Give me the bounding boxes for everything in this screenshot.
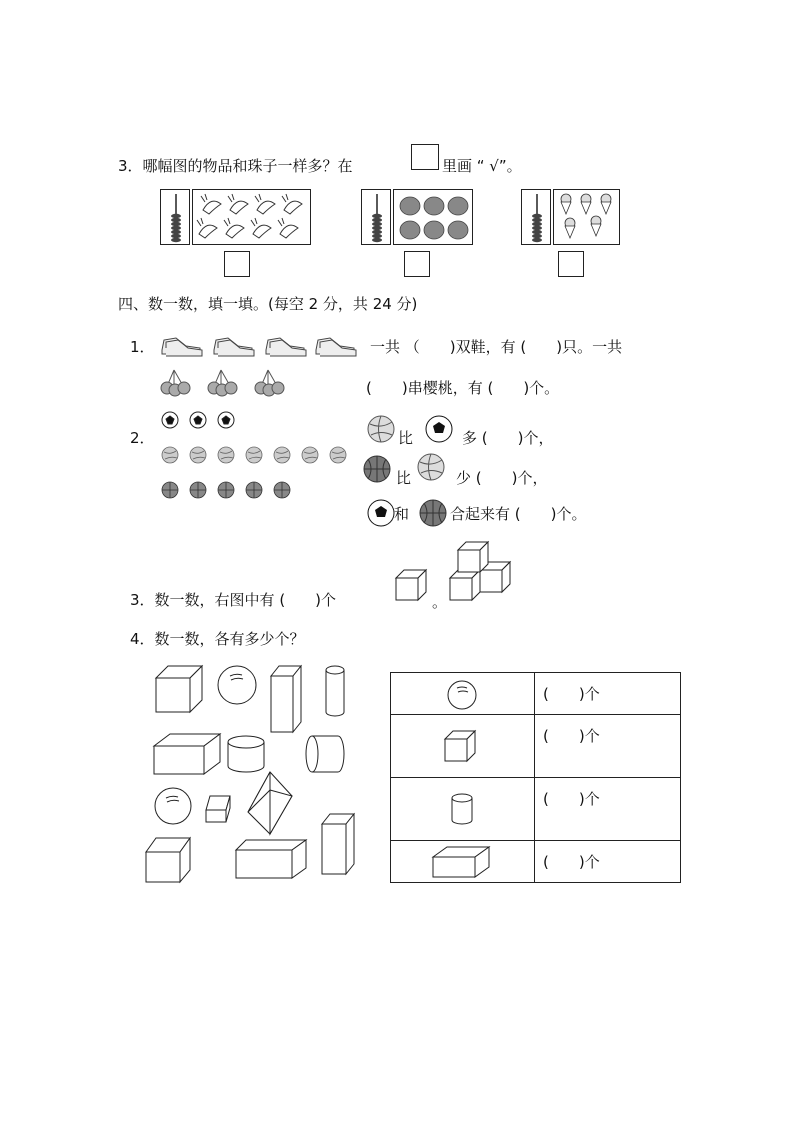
tomato-picture: [393, 189, 473, 245]
tomato-icons: [394, 190, 474, 246]
table-row: [391, 778, 681, 841]
cylinder-shape: [326, 666, 344, 716]
q4-2-line3-rest: 合起来有 ( )个。: [450, 505, 587, 523]
short-cylinder-shape: [228, 736, 264, 772]
answer-cylinder[interactable]: ( )个: [535, 778, 681, 841]
cube-shape: [156, 666, 202, 712]
row-shape-sphere: [391, 673, 535, 715]
q4-1-number: 1．: [130, 338, 155, 356]
q4-3-end: 。: [432, 593, 448, 611]
sphere-shape: [218, 666, 256, 704]
abacus-beads-icon: [522, 190, 552, 246]
shrimp-picture: [192, 189, 311, 245]
row-shape-cuboid: [391, 841, 535, 883]
icecream-icons: [554, 190, 621, 246]
table-row: [391, 715, 681, 778]
cylinder-icon: [449, 792, 475, 828]
stacked-cubes-icon: [446, 540, 516, 604]
q3-text-a: 哪幅图的物品和珠子一样多？在: [142, 157, 353, 175]
wide-box-shape: [236, 840, 306, 878]
q4-2-line1-rest: 多 ( )个，: [462, 429, 554, 447]
section-heading: 四、数一数，填一填。(每空 2 分，共 24 分): [118, 295, 418, 313]
q4-4-text: 数一数，各有多少个？: [154, 630, 305, 648]
answer-cube[interactable]: ( )个: [535, 715, 681, 778]
q3-text-b: 里画 “ √”。: [442, 157, 522, 175]
answer-box-tomato[interactable]: [404, 251, 430, 277]
answer-box-icecream[interactable]: [558, 251, 584, 277]
q3-line: [118, 156, 353, 176]
abacus-beads-icon: [362, 190, 392, 246]
flat-cuboid-shape: [154, 734, 220, 774]
soccer-ball-icon: [424, 414, 454, 444]
shrimp-icons: [193, 190, 312, 246]
table-row: [391, 841, 681, 883]
small-cuboid-shape: [206, 796, 230, 822]
sphere-icon: [446, 679, 480, 713]
row-shape-cube: [391, 715, 535, 778]
q4-1-line1: 一共 （ )双鞋，有 ( )只。一共: [370, 338, 623, 356]
count-table: [390, 672, 681, 883]
volleyball-icon-2: [416, 452, 446, 482]
q4-4-number: 4．: [130, 630, 155, 648]
q4-2-line2-bi: 比: [396, 469, 412, 487]
rotated-cube-shape: [248, 772, 292, 834]
q4-2-line2-rest: 少 ( )个，: [456, 469, 548, 487]
tall-cuboid-shape: [271, 666, 301, 732]
basketball-icon-2: [418, 498, 448, 528]
cuboid-icon: [431, 845, 493, 879]
q3-number: 3．: [118, 157, 143, 175]
sphere-shape-2: [155, 788, 191, 824]
abacus-beads-icon: [161, 190, 191, 246]
box-shape-bottom-left: [146, 838, 190, 882]
q3-inline-checkbox-sample: [411, 144, 439, 170]
volleyball-icon: [366, 414, 396, 444]
q4-2-line1-bi: 比: [398, 429, 414, 447]
cherry-bunches-icons: [160, 368, 300, 398]
q4-2-line3-he: 和: [394, 505, 410, 523]
answer-sphere[interactable]: ( )个: [535, 673, 681, 715]
abacus-1: [160, 189, 190, 245]
abacus-3: [521, 189, 551, 245]
abacus-2: [361, 189, 391, 245]
ball-rows-icons: [160, 410, 360, 500]
cube-icon: [443, 729, 479, 765]
soccer-ball-icon-2: [366, 498, 396, 528]
q4-3-text: 数一数，右图中有 ( )个: [154, 591, 337, 609]
q4-3-number: 3．: [130, 591, 155, 609]
shoe-pairs-icons: [160, 332, 360, 358]
answer-cuboid[interactable]: ( )个: [535, 841, 681, 883]
icecream-picture: [553, 189, 620, 245]
row-shape-cylinder: [391, 778, 535, 841]
lying-cylinder-shape: [306, 736, 344, 772]
q4-1-line2: ( )串樱桃，有 ( )个。: [366, 379, 560, 397]
tall-box-shape: [322, 814, 354, 874]
table-row: [391, 673, 681, 715]
q4-3-line: [130, 590, 336, 610]
q4-4-line: [130, 629, 305, 649]
basketball-icon: [362, 454, 392, 484]
answer-box-shrimp[interactable]: [224, 251, 250, 277]
mixed-solids-picture: [140, 660, 365, 885]
small-cube-icon: [394, 568, 430, 604]
q4-2-number: 2．: [130, 429, 155, 447]
